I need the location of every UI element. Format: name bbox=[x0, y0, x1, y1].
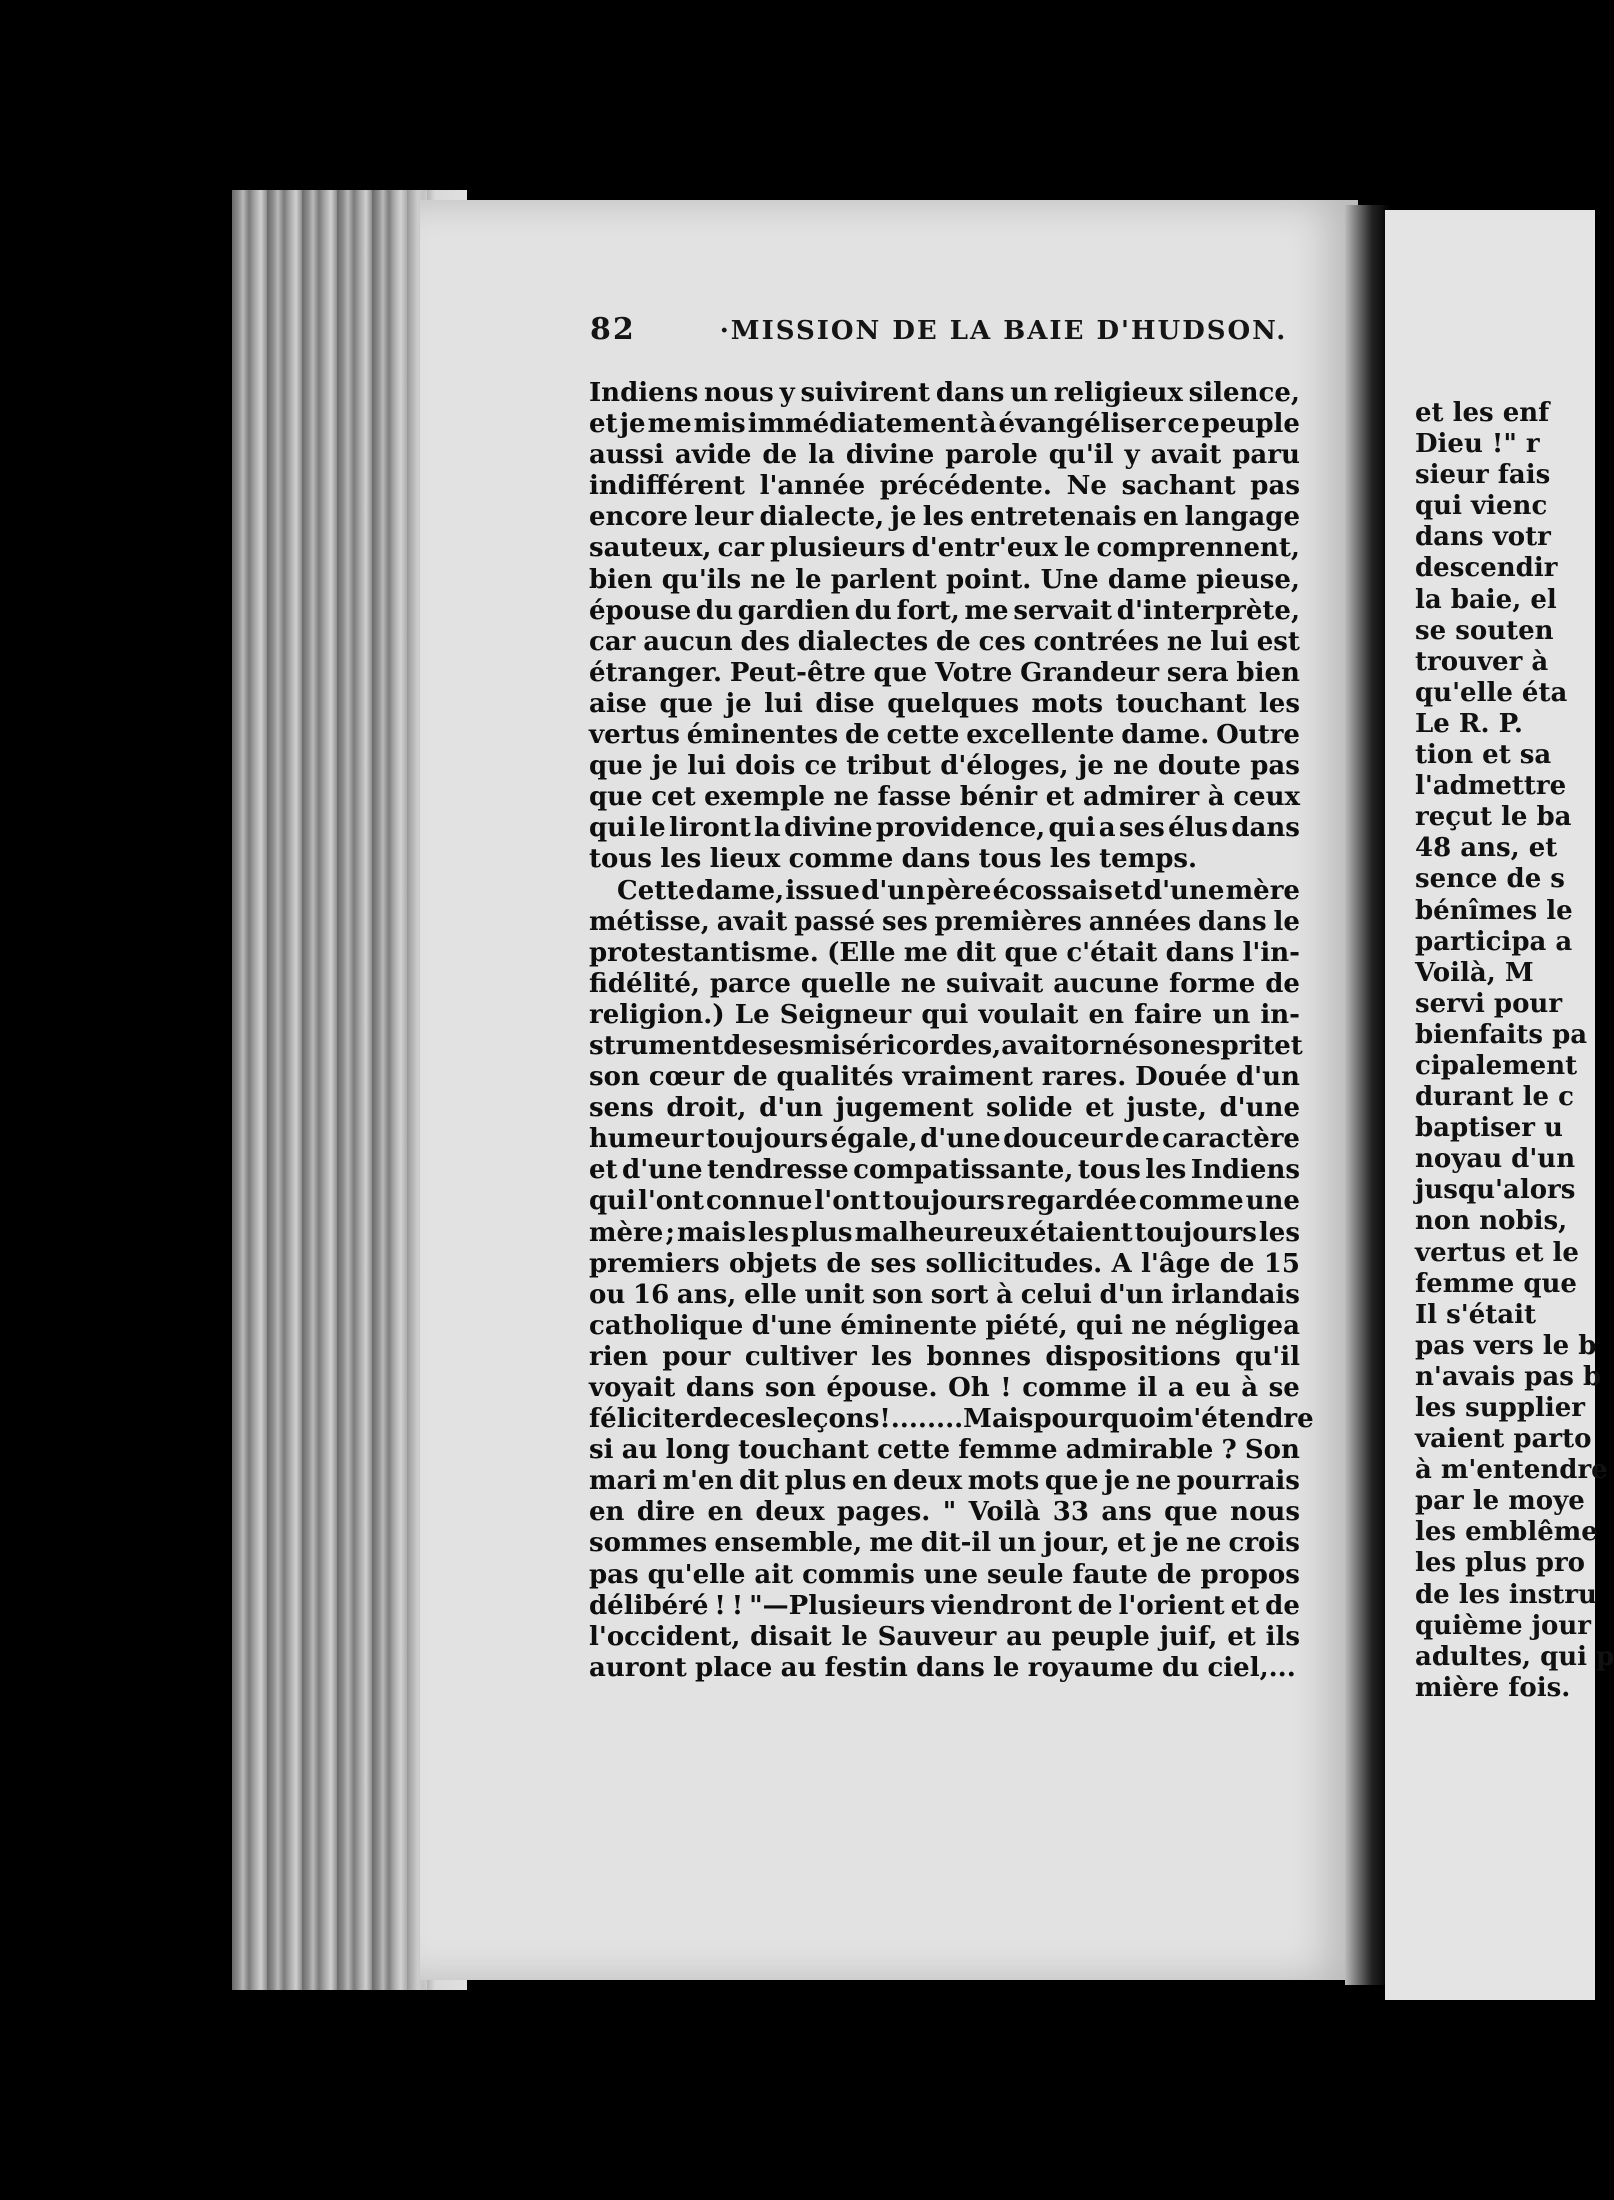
running-title: ·MISSION DE LA BAIE D'HUDSON. bbox=[719, 316, 1288, 346]
text-line: bienfaits pa bbox=[1415, 1019, 1588, 1050]
text-line: n'avais pas b bbox=[1415, 1361, 1602, 1392]
running-head bbox=[590, 312, 1290, 347]
text-line: qu'elle éta bbox=[1415, 677, 1568, 708]
text-line: en dire en deux pages. " Voilà 33 ans que nous bbox=[589, 1497, 1300, 1528]
text-line: pas vers le b bbox=[1415, 1330, 1597, 1361]
text-line: auront place au festin dans le royaume du ciel,... bbox=[589, 1652, 1296, 1683]
text-line: et je me mis immédiatement à évangéliser ce peuple bbox=[589, 409, 1300, 440]
text-line: bénîmes le bbox=[1415, 895, 1573, 926]
text-line: indifférent l'année précédente. Ne sachant pas bbox=[589, 471, 1300, 502]
text-line: qui l'ont connue l'ont toujours regardée comme une bbox=[589, 1186, 1300, 1217]
text-line: féliciter de ces leçons !........ Mais pourquoi m'étendre bbox=[589, 1404, 1314, 1435]
text-line: pas qu'elle ait commis une seule faute de propos bbox=[589, 1559, 1300, 1590]
text-line: voyait dans son épouse. Oh ! comme il a eu à se bbox=[589, 1373, 1300, 1403]
text-line: sence de s bbox=[1415, 864, 1565, 895]
text-line: 48 ans, et bbox=[1415, 833, 1558, 864]
text-line: participa a bbox=[1415, 926, 1573, 957]
text-line: cipalement bbox=[1415, 1050, 1578, 1081]
text-line: durant le c bbox=[1415, 1082, 1574, 1113]
text-line: épouse du gardien du fort, me servait d'interprète, bbox=[589, 595, 1300, 626]
text-line: Dieu !" r bbox=[1415, 429, 1540, 460]
text-line: et d'une tendresse compatissante, tous les Indiens bbox=[589, 1155, 1300, 1186]
text-line: aussi avide de la divine parole qu'il y avait paru bbox=[589, 440, 1300, 471]
text-line: religion.) Le Seigneur qui voulait en faire un in- bbox=[589, 999, 1300, 1030]
text-line: humeur toujours égale, d'une douceur de caractère bbox=[589, 1124, 1300, 1155]
text-line: son cœur de qualités vraiment rares. Douée d'un bbox=[589, 1062, 1300, 1093]
text-line: femme que bbox=[1415, 1268, 1577, 1299]
text-line: étranger. Peut-être que Votre Grandeur sera bien bbox=[589, 657, 1300, 688]
text-line: reçut le ba bbox=[1415, 802, 1572, 833]
text-line: tous les lieux comme dans tous les temps. bbox=[589, 844, 1198, 875]
text-line: mière fois. bbox=[1415, 1672, 1571, 1703]
text-line: Indiens nous y suivirent dans un religieux silence, bbox=[589, 378, 1300, 408]
text-line: les emblême bbox=[1415, 1517, 1598, 1548]
text-line: la baie, el bbox=[1415, 584, 1557, 615]
text-line: Voilà, M bbox=[1415, 957, 1534, 988]
text-line: que cet exemple ne fasse bénir et admirer à ceux bbox=[589, 782, 1300, 813]
text-line: trouver à bbox=[1415, 646, 1549, 677]
text-line: strument de ses miséricordes, avait orné son esprit et bbox=[589, 1030, 1303, 1061]
text-line: sens droit, d'un jugement solide et juste, d'une bbox=[589, 1093, 1300, 1124]
text-line: délibéré ! ! "—Plusieurs viendront de l'orient et de bbox=[589, 1590, 1300, 1621]
text-line: qui vienc bbox=[1415, 491, 1548, 522]
text-line: à m'entendre bbox=[1415, 1455, 1608, 1486]
text-line: sauteux, car plusieurs d'entr'eux le comprennent, bbox=[589, 533, 1300, 564]
page-number: 82 bbox=[590, 312, 636, 347]
text-line: Cette dame, issue d'un père écossais et d'une mère bbox=[617, 875, 1300, 906]
text-line: encore leur dialecte, je les entretenais en langage bbox=[589, 502, 1300, 533]
text-line: mari m'en dit plus en deux mots que je ne pourrais bbox=[589, 1466, 1300, 1497]
text-line: fidélité, parce quelle ne suivait aucune forme de bbox=[589, 968, 1300, 999]
text-line: noyau d'un bbox=[1415, 1144, 1576, 1175]
text-line: les supplier bbox=[1415, 1393, 1586, 1423]
text-line: adultes, qui p bbox=[1415, 1641, 1614, 1672]
text-line: les plus pro bbox=[1415, 1548, 1585, 1579]
text-line: sieur fais bbox=[1415, 460, 1551, 491]
text-line: bien qu'ils ne le parlent point. Une dame pieuse, bbox=[589, 564, 1300, 595]
text-line: Il s'était bbox=[1415, 1299, 1536, 1330]
text-line: l'occident, disait le Sauveur au peuple juif, et ils bbox=[589, 1621, 1300, 1652]
text-line: sommes ensemble, me dit-il un jour, et je ne crois bbox=[589, 1528, 1300, 1559]
right-page-text bbox=[1415, 398, 1614, 1704]
text-line: mère ; mais les plus malheureux étaient toujours les bbox=[589, 1217, 1300, 1248]
text-line: baptiser u bbox=[1415, 1113, 1563, 1144]
text-line: vertus éminentes de cette excellente dame. Outre bbox=[589, 720, 1300, 751]
text-line: l'admettre bbox=[1415, 771, 1567, 802]
book-fore-edge bbox=[232, 190, 427, 1990]
text-line: vaient parto bbox=[1415, 1424, 1592, 1455]
text-line: jusqu'alors bbox=[1415, 1175, 1576, 1206]
text-line: descendir bbox=[1415, 553, 1558, 584]
text-line: Le R. P. bbox=[1415, 708, 1523, 739]
text-line: et les enf bbox=[1415, 398, 1550, 428]
text-line: aise que je lui dise quelques mots touchant les bbox=[589, 688, 1300, 719]
text-line: de les instru bbox=[1415, 1579, 1597, 1610]
text-line: par le moye bbox=[1415, 1486, 1585, 1517]
text-line: qui le liront la divine providence, qui a ses élus dans bbox=[589, 813, 1300, 844]
text-line: non nobis, bbox=[1415, 1206, 1568, 1237]
text-line: vertus et le bbox=[1415, 1237, 1579, 1268]
text-line: dans votr bbox=[1415, 522, 1551, 553]
text-line: premiers objets de ses sollicitudes. A l'âge de 15 bbox=[589, 1248, 1300, 1279]
book-gutter bbox=[1345, 205, 1390, 1985]
text-line: rien pour cultiver les bonnes dispositions qu'il bbox=[589, 1341, 1300, 1372]
text-line: se souten bbox=[1415, 615, 1554, 646]
text-line: que je lui dois ce tribut d'éloges, je ne doute pas bbox=[589, 751, 1300, 782]
text-line: si au long touchant cette femme admirable ? Son bbox=[589, 1435, 1300, 1466]
left-page-text bbox=[589, 378, 1314, 1684]
text-line: métisse, avait passé ses premières années dans le bbox=[589, 906, 1300, 937]
text-line: servi pour bbox=[1415, 988, 1563, 1019]
text-line: ou 16 ans, elle unit son sort à celui d'un irlandais bbox=[589, 1279, 1300, 1310]
text-line: car aucun des dialectes de ces contrées ne lui est bbox=[589, 626, 1300, 657]
text-line: tion et sa bbox=[1415, 740, 1552, 771]
text-line: protestantisme. (Elle me dit que c'était dans l'in- bbox=[589, 937, 1300, 968]
text-line: catholique d'une éminente piété, qui ne négligea bbox=[589, 1310, 1300, 1341]
text-line: quième jour bbox=[1415, 1610, 1591, 1641]
